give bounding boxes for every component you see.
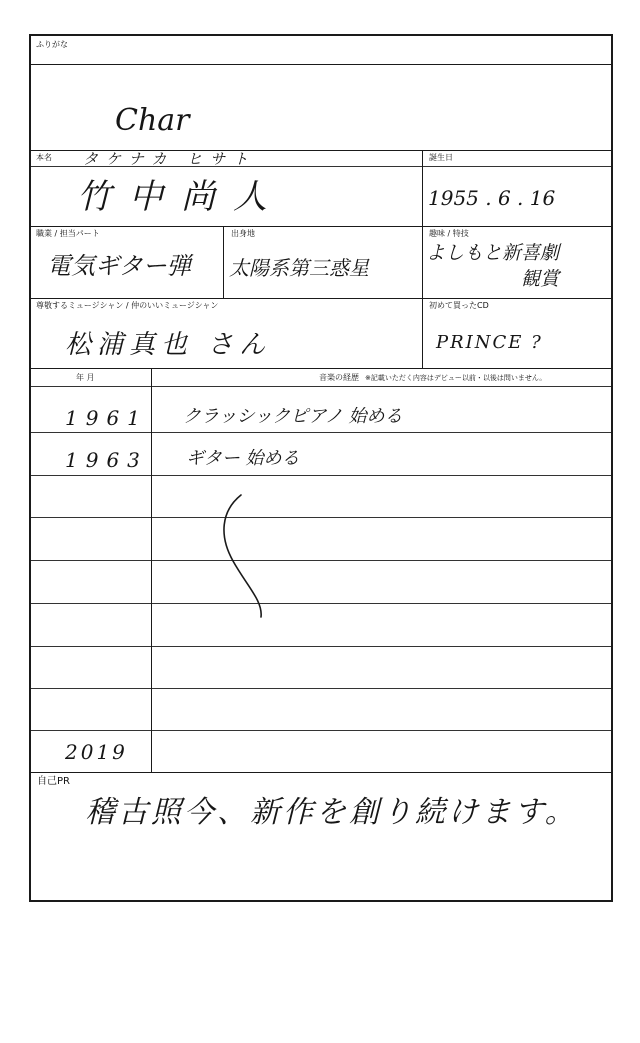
divider-right-column (422, 150, 423, 368)
rule-career-1 (31, 432, 611, 433)
rule-career-top (31, 368, 611, 369)
career-year-3: 2019 (65, 740, 128, 764)
career-text-2: ギター 始める (186, 448, 300, 469)
label-self-pr: 自己PR (37, 776, 70, 787)
label-furigana: ふりがな (36, 40, 68, 49)
label-career-note: ※記載いただく内容はデビュー以前・以後は問いません。 (365, 374, 547, 382)
rule-career-2 (31, 475, 611, 476)
first-cd-value: PRINCE ? (436, 332, 543, 353)
career-year-2: 1963 (65, 448, 148, 472)
rule-furigana (31, 64, 611, 65)
label-first-cd: 初めて買ったCD (429, 301, 489, 310)
label-honmyo: 本名 (36, 153, 52, 162)
continuation-squiggle (211, 491, 271, 621)
rule-career-7 (31, 688, 611, 689)
furigana-value: Char (115, 103, 190, 138)
hobby-line1: よしもと新喜劇 (426, 242, 560, 264)
rule-row4-top (31, 298, 611, 299)
career-year-1: 1961 (65, 406, 148, 430)
career-text-1: クラッシックピアノ 始める (183, 406, 403, 427)
divider-career-year (151, 368, 152, 772)
label-career: 音楽の経歴 (319, 373, 359, 382)
rule-self-pr-top (31, 772, 611, 773)
rule-career-6 (31, 646, 611, 647)
occupation-value: 電気ギター弾 (47, 252, 191, 280)
rule-career-5 (31, 603, 611, 604)
label-birthplace: 出身地 (231, 229, 255, 238)
hobby-line2: 観賞 (521, 268, 560, 290)
rule-career-3 (31, 517, 611, 518)
rule-career-8 (31, 730, 611, 731)
honmyo-reading: タケナカ ヒサト (83, 150, 257, 168)
rule-career-header (31, 386, 611, 387)
respected-value: 松浦真也 さん (65, 330, 272, 360)
birthplace-value: 太陽系第三惑星 (229, 256, 369, 280)
label-occupation: 職業 / 担当パート (36, 229, 100, 238)
rule-row3-top (31, 226, 611, 227)
birthday-value: 1955 . 6 . 16 (428, 186, 556, 210)
honmyo-value: 竹中尚人 (77, 177, 285, 217)
label-respected: 尊敬するミュージシャン / 仲のいいミュージシャン (36, 301, 219, 310)
profile-form (29, 34, 613, 902)
label-birthday: 誕生日 (429, 153, 453, 162)
rule-career-4 (31, 560, 611, 561)
label-year-month: 年 月 (76, 373, 95, 382)
self-pr-value: 稽古照今、新作を創り続けます。 (85, 795, 578, 830)
divider-occupation-birthplace (223, 226, 224, 298)
label-hobby: 趣味 / 特技 (429, 229, 469, 238)
